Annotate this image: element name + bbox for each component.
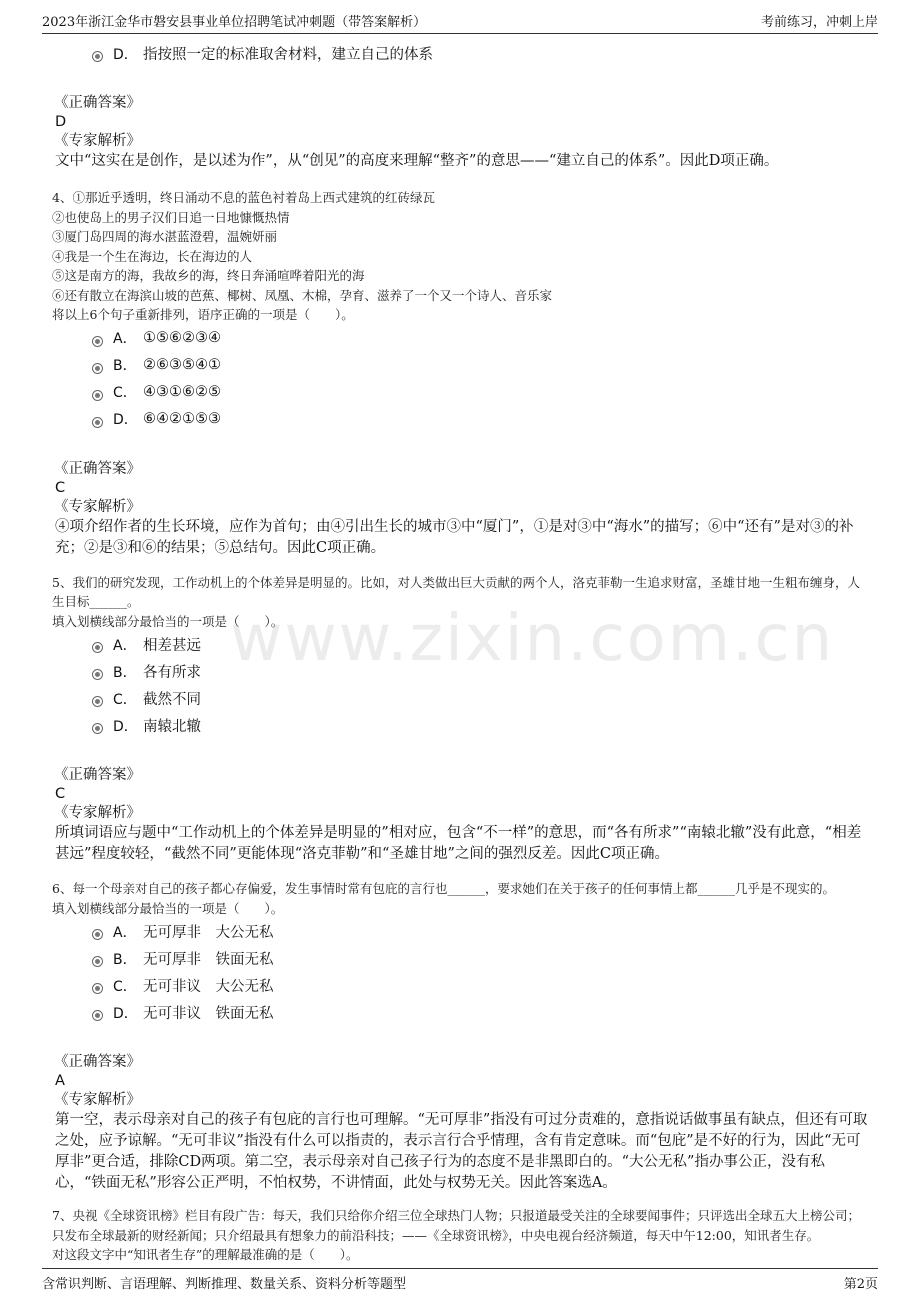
question-3 bbox=[52, 40, 868, 172]
answer-value: C bbox=[55, 479, 66, 496]
question-line: 4、①那近乎透明，终日涌动不息的蓝色衬着岛上西式建筑的红砖绿瓦 bbox=[52, 190, 435, 205]
footer-topics: 含常识判断、言语理解、判断推理、数量关系、资料分析等题型 bbox=[42, 1277, 407, 1292]
option-letter: D． bbox=[113, 1005, 138, 1022]
watermark: www.zixin.com.cn bbox=[230, 602, 835, 676]
option-letter: A． bbox=[113, 331, 137, 347]
option-b[interactable] bbox=[52, 352, 868, 379]
option-letter: C． bbox=[113, 691, 137, 708]
answer-label: 《正确答案》 bbox=[54, 767, 141, 783]
option-text: 截然不同 bbox=[143, 692, 201, 708]
option-c[interactable] bbox=[52, 379, 868, 406]
question-line: ⑥还有散立在海滨山坡的芭蕉、椰树、凤凰、木棉，孕育、滋养了一个又一个诗人、音乐家 bbox=[52, 287, 553, 303]
radio-icon[interactable] bbox=[92, 1010, 103, 1021]
radio-icon[interactable] bbox=[92, 390, 103, 401]
option-letter: A． bbox=[113, 637, 137, 654]
analysis-label: 《专家解析》 bbox=[54, 1092, 141, 1108]
option-d[interactable] bbox=[52, 406, 868, 433]
option-text: ④③①⑥②⑤ bbox=[143, 384, 221, 400]
question-prompt: 填入划横线部分最恰当的一项是（ ）。 bbox=[52, 900, 284, 916]
radio-icon[interactable] bbox=[92, 51, 103, 62]
question-7 bbox=[52, 1206, 868, 1265]
option-a[interactable] bbox=[52, 325, 868, 352]
radio-icon[interactable] bbox=[92, 929, 103, 940]
option-a[interactable] bbox=[52, 918, 868, 945]
radio-icon[interactable] bbox=[92, 723, 103, 734]
answer-label: 《正确答案》 bbox=[54, 95, 141, 111]
option-text: 各有所求 bbox=[143, 665, 201, 681]
answer-value: D bbox=[55, 114, 67, 130]
question-prompt: 对这段文字中“知讯者生存”的理解最准确的是（ ）。 bbox=[52, 1247, 359, 1262]
radio-icon[interactable] bbox=[92, 336, 103, 347]
page-content bbox=[52, 40, 868, 1265]
option-b[interactable] bbox=[52, 658, 868, 685]
option-text: ⑥④②①⑤③ bbox=[143, 411, 221, 427]
option-text: 无可厚非 大公无私 bbox=[143, 925, 274, 941]
answer-value: C bbox=[55, 786, 66, 802]
question-line: ④我是一个生在海边，长在海边的人 bbox=[52, 248, 253, 264]
question-stem: 7、央视《全球资讯榜》栏目有段广告：每天，我们只给你介绍三位全球热门人物；只报道最受关注的全球要闻事件；只评选出全球五大上榜公司；只发布全球最新的财经新闻；只介绍最具有想象力的前沿科技；——《全球资讯榜》，中央电视台经济频道，每天中午12:00，知讯者生存。 bbox=[52, 1208, 860, 1243]
radio-icon[interactable] bbox=[92, 696, 103, 707]
page-number: 第2页 bbox=[843, 1277, 878, 1292]
analysis-label: 《专家解析》 bbox=[54, 133, 141, 149]
analysis-text: 文中“这实在是创作，是以述为作”，从“创见”的高度来理解“整齐”的意思——“建立自己的体系”。因此D项正确。 bbox=[55, 153, 779, 169]
answer-label: 《正确答案》 bbox=[54, 460, 141, 477]
option-b[interactable] bbox=[52, 945, 868, 972]
option-d[interactable] bbox=[52, 40, 868, 67]
radio-icon[interactable] bbox=[92, 363, 103, 374]
option-text: 指按照一定的标准取舍材料，建立自己的体系 bbox=[143, 47, 433, 63]
option-text: 无可厚非 铁面无私 bbox=[143, 952, 274, 968]
option-c[interactable] bbox=[52, 685, 868, 712]
radio-icon[interactable] bbox=[92, 983, 103, 994]
radio-icon[interactable] bbox=[92, 669, 103, 680]
option-a[interactable] bbox=[52, 631, 868, 658]
radio-icon[interactable] bbox=[92, 417, 103, 428]
question-5 bbox=[52, 573, 868, 866]
question-stem: 6、每一个母亲对自己的孩子都心存偏爱，发生事情时常有包庇的言行也______，要求她们在关于孩子的任何事情上都______几乎是不现实的。 bbox=[52, 881, 835, 896]
option-letter: D． bbox=[113, 46, 138, 63]
option-c[interactable] bbox=[52, 972, 868, 999]
option-letter: C． bbox=[113, 978, 137, 995]
option-text: 无可非议 大公无私 bbox=[143, 979, 274, 995]
option-text: ②⑥③⑤④① bbox=[143, 357, 221, 373]
option-letter: B． bbox=[113, 951, 137, 968]
option-letter: A． bbox=[113, 924, 137, 941]
radio-icon[interactable] bbox=[92, 642, 103, 653]
question-6 bbox=[52, 879, 868, 1194]
analysis-label: 《专家解析》 bbox=[54, 498, 141, 515]
analysis-text: 第一空，表示母亲对自己的孩子有包庇的言行也可理解。“无可厚非”指没有可过分责难的，意指说话做事虽有缺点，但还有可取之处，应予谅解。“无可非议”指没有什么可以指责的，表示言行合乎情理，含有肯定意味。而“包庇”是不好的行为，因此“无可厚非”更合适，排除CD两项。第二空，表示母亲对自己孩子行为的态度不是非黑即白的。“大公无私”指办事公正，没有私心，“铁面无私”形容公正严明，不怕权势，不讲情面，此处与权势无关。因此答案选A。 bbox=[55, 1112, 868, 1191]
option-text: 南辕北辙 bbox=[143, 719, 201, 735]
option-letter: D． bbox=[113, 412, 138, 428]
option-letter: C． bbox=[113, 385, 137, 401]
option-letter: B． bbox=[113, 358, 137, 374]
question-prompt: 将以上6个句子重新排列，语序正确的一项是（ ）。 bbox=[52, 307, 354, 322]
question-line: ②也使岛上的男子汉们日追一日地慷慨热情 bbox=[52, 209, 290, 225]
analysis-label: 《专家解析》 bbox=[54, 805, 141, 821]
option-text: ①⑤⑥②③④ bbox=[143, 330, 221, 346]
header-slogan: 考前练习，冲刺上岸 bbox=[760, 15, 878, 30]
option-d[interactable] bbox=[52, 999, 868, 1026]
question-line: ⑤这是南方的海，我故乡的海，终日奔涌喧哗着阳光的海 bbox=[52, 268, 365, 283]
page-footer bbox=[42, 1268, 878, 1297]
option-letter: D． bbox=[113, 718, 138, 735]
answer-value: A bbox=[55, 1073, 65, 1089]
answer-label: 《正确答案》 bbox=[54, 1054, 141, 1070]
option-d[interactable] bbox=[52, 712, 868, 739]
page-header bbox=[42, 8, 878, 34]
radio-icon[interactable] bbox=[92, 956, 103, 967]
question-prompt: 填入划横线部分最恰当的一项是（ ）。 bbox=[52, 613, 284, 629]
question-4 bbox=[52, 188, 868, 559]
analysis-text: ④项介绍作者的生长环境，应作为首句；由④引出生长的城市③中“厦门”，①是对③中“海水”的描写；⑥中“还有”是对③的补充；②是③和⑥的结果；⑤总结句。因此C项正确。 bbox=[55, 518, 854, 556]
option-text: 相差甚远 bbox=[143, 638, 201, 654]
question-line: ③厦门岛四周的海水湛蓝澄碧，温婉妍丽 bbox=[52, 229, 278, 244]
question-stem: 5、我们的研究发现，工作动机上的个体差异是明显的。比如，对人类做出巨大贡献的两个人，洛克菲勒一生追求财富，圣雄甘地一生粗布缠身，人生目标______。 bbox=[52, 574, 860, 609]
analysis-text: 所填词语应与题中“工作动机上的个体差异是明显的”相对应，包含“不一样”的意思，而“各有所求”“南辕北辙”没有此意，“相差甚远”程度较轻，“截然不同”更能体现“洛克菲勒”和“圣雄甘地”之间的强烈反差。因此C项正确。 bbox=[55, 825, 862, 862]
option-letter: B． bbox=[113, 664, 137, 681]
option-text: 无可非议 铁面无私 bbox=[143, 1006, 274, 1022]
document-title: 2023年浙江金华市磐安县事业单位招聘笔试冲刺题（带答案解析） bbox=[42, 15, 427, 30]
